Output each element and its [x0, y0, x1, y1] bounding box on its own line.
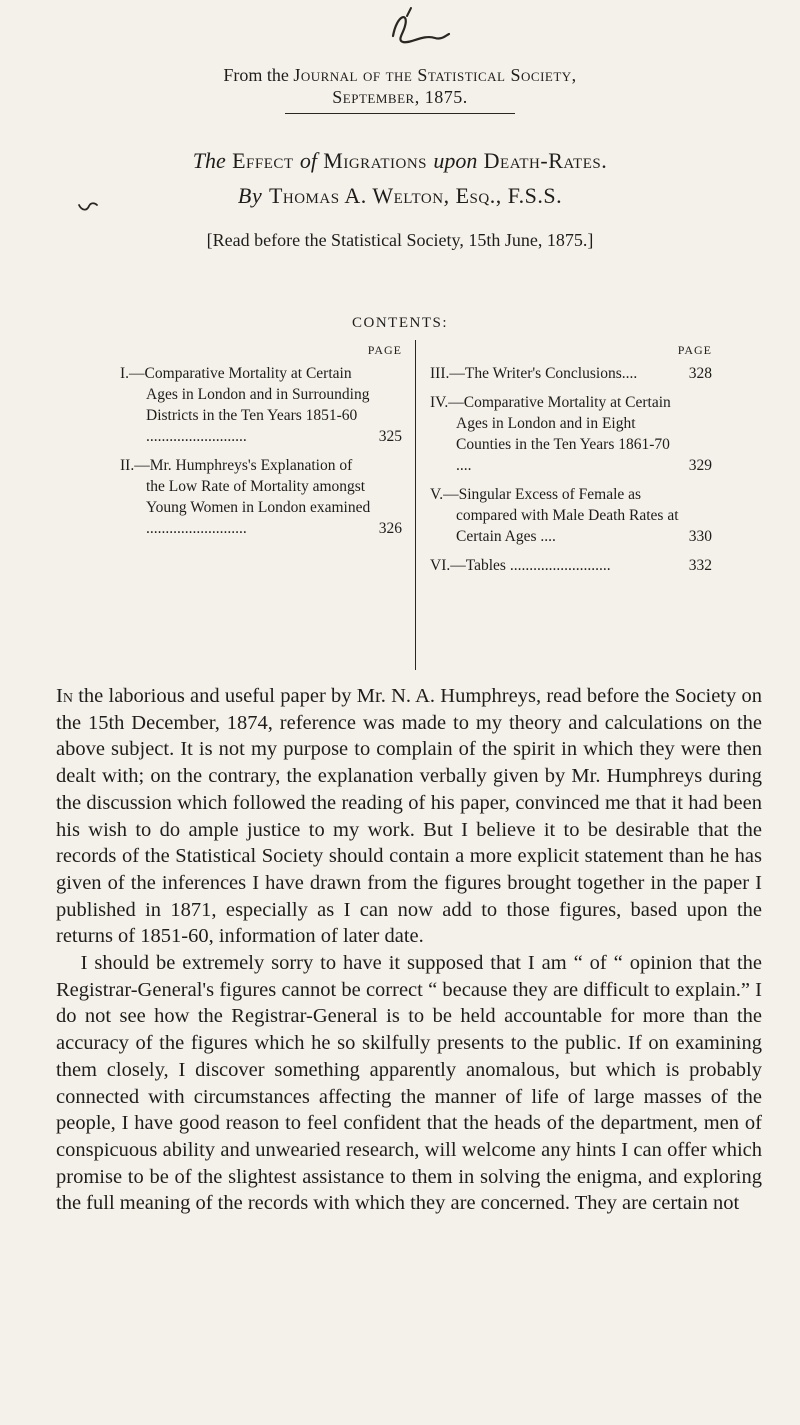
title-migrations: Migrations [323, 148, 428, 173]
paragraph-lead: In [56, 685, 73, 707]
author-name: Thomas A. Welton, Esq., F.S.S. [268, 183, 563, 208]
toc-entry [430, 555, 712, 576]
source-line [0, 64, 800, 86]
toc-entry-num: IV. [430, 394, 449, 411]
toc-right-column [415, 340, 712, 670]
toc-page-label: PAGE [677, 343, 712, 357]
handwritten-tick [77, 198, 99, 217]
title-of: of [299, 148, 317, 173]
toc-entry-num: V. [430, 486, 444, 503]
header-rule [285, 113, 515, 114]
toc-entry [430, 392, 712, 476]
toc-entry-page: 325 [378, 428, 402, 445]
title-effect: Effect [232, 148, 294, 173]
toc-entry [430, 484, 712, 547]
toc-page-label: PAGE [367, 343, 402, 357]
toc-entry-page: 329 [688, 457, 712, 474]
byline-by: By [237, 183, 263, 208]
read-note: [Read before the Statistical Society, 15th June, 1875.] [206, 230, 594, 250]
toc-entry-text: —The Writer's Conclusions.... [449, 365, 638, 382]
title-pre: The [192, 148, 226, 173]
paragraph-1-text: the laborious and useful paper by Mr. N. A. Humphreys, read before the Society on the 15th December, 1874, reference was made to my theory and calculations on the above subject. It is not my purpose to complain of the spirit in which they were then dealt with; on the contrary, the explanation verbally given by Mr. Humphreys during the discussion which followed the reading of his paper, convinced me that it had been his wish to do ample justice to my work. But I believe it to be desirable that the records of the Statistical Society should contain a more explicit statement than he has given of the inferences I have drawn from the figures brought together in the paper I published in 1871, especially as I can now add to those figures, based upon the returns of 1851-60, information of later date. [56, 685, 763, 948]
toc-left-column [120, 340, 402, 547]
title-death-rates: Death-Rates. [483, 148, 608, 173]
toc-entry-page: 326 [378, 520, 402, 537]
toc-entry-page: 328 [688, 365, 712, 382]
toc-entry-text: —Tables .......................... [450, 557, 611, 574]
toc-entry [430, 363, 712, 384]
toc-entry-num: II. [120, 457, 135, 474]
source-journal: Journal of the Statistical Society, [293, 65, 577, 85]
contents-heading: CONTENTS: [352, 315, 448, 331]
toc-entry-num: I. [120, 365, 130, 382]
paragraph-1 [56, 683, 762, 950]
handwritten-mark [383, 4, 453, 54]
source-date-line [0, 86, 800, 108]
source-date: September, 1875. [332, 87, 468, 107]
toc-entry [120, 363, 402, 447]
handwritten-tick-icon [77, 199, 99, 213]
body-text [56, 683, 762, 1217]
toc-entry-num: VI. [430, 557, 451, 574]
handwritten-squiggle-icon [383, 4, 453, 54]
toc-entry-text: —Mr. Humphreys's Explanation of the Low Rate of Mortality amongst Young Women in London examined .......................... [134, 457, 371, 537]
toc-entry-text: —Comparative Mortality at Certain Ages in London and in Surrounding Districts in the Ten Years 1851-60 .......................... [129, 365, 370, 445]
title-upon: upon [433, 148, 478, 173]
source-prefix: From the [223, 65, 289, 85]
toc-entry-text: —Singular Excess of Female as compared with Male Death Rates at Certain Ages .... [443, 486, 679, 545]
toc-entry-page: 332 [688, 557, 712, 574]
toc-entry-page: 330 [688, 528, 712, 545]
byline [0, 182, 800, 210]
paragraph-2: I should be extremely sorry to have it supposed that I am “ of “ opinion that the Registrar-General's figures cannot be correct “ because they are difficult to explain.” I do not see how the Registrar-General is to be held accountable for more than the accuracy of the figures which he so skilfully presents to the public. If on examining them closely, I discover something apparently anomalous, but which is probably connected with circumstances affecting the manner of life of large masses of the people, I have good reason to feel confident that the heads of the department, men of conspicuous ability and unwearied research, will welcome any hints I can offer which promise to be of the slightest assistance to them in solving the enigma, and exploring the full meaning of the records with which they are concerned. They are certain not [56, 952, 762, 1215]
toc-entry-num: III. [430, 365, 450, 382]
toc-entry-text: —Comparative Mortality at Certain Ages in London and in Eight Counties in the Ten Years 1861-70 .... [448, 394, 671, 474]
article-title [0, 147, 800, 175]
toc-entry [120, 455, 402, 539]
